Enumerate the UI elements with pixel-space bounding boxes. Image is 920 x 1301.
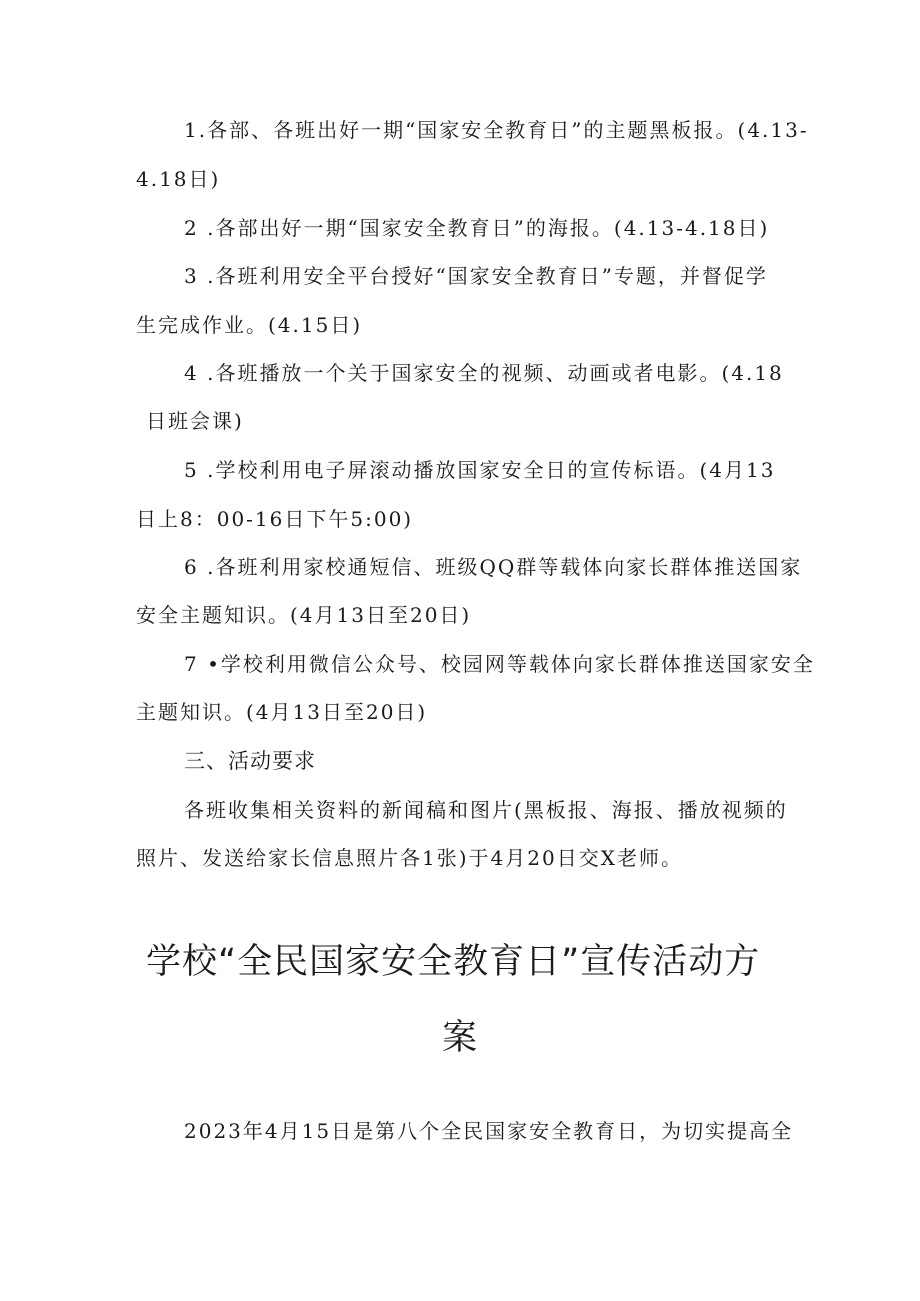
activity-item-4: 4 .各班播放一个关于国家安全的视频、动画或者电影。(4.18 bbox=[184, 361, 784, 385]
activity-item-6: 6 .各班利用家校通短信、班级QQ群等载体向家长群体推送国家 bbox=[184, 555, 803, 579]
document-title-cont: 案 bbox=[442, 1018, 479, 1058]
activity-item-3: 3 .各班利用安全平台授好“国家安全教育日”专题，并督促学 bbox=[184, 264, 768, 288]
section-heading: 三、活动要求 bbox=[184, 749, 316, 773]
document-title: 学校“全民国家安全教育日”宣传活动方 bbox=[146, 942, 761, 982]
activity-item-5: 5 .学校利用电子屏滚动播放国家安全日的宣传标语。(4月13 bbox=[184, 458, 776, 482]
activity-item-6-cont: 安全主题知识。(4月13日至20日) bbox=[136, 603, 472, 627]
requirements-paragraph-cont: 照片、发送给家长信息照片各1张)于4月20日交X老师。 bbox=[136, 846, 683, 870]
activity-item-5-cont: 日上8：00-16日下午5:00) bbox=[136, 507, 414, 531]
requirements-paragraph: 各班收集相关资料的新闻稿和图片(黑板报、海报、播放视频的 bbox=[184, 798, 788, 822]
intro-paragraph: 2023年4月15日是第八个全民国家安全教育日，为切实提高全 bbox=[184, 1119, 794, 1143]
activity-item-1-cont: 4.18日) bbox=[136, 167, 221, 191]
activity-item-1: 1.各部、各班出好一期“国家安全教育日”的主题黑板报。(4.13- bbox=[184, 118, 809, 142]
activity-item-7-cont: 主题知识。(4月13日至20日) bbox=[136, 700, 428, 724]
activity-item-2: 2 .各部出好一期“国家安全教育日”的海报。(4.13-4.18日) bbox=[184, 216, 770, 240]
activity-item-3-cont: 生完成作业。(4.15日) bbox=[136, 313, 363, 337]
activity-item-7: 7 •学校利用微信公众号、校园网等载体向家长群体推送国家安全 bbox=[184, 652, 815, 676]
activity-item-4-cont: 日班会课) bbox=[146, 409, 244, 433]
